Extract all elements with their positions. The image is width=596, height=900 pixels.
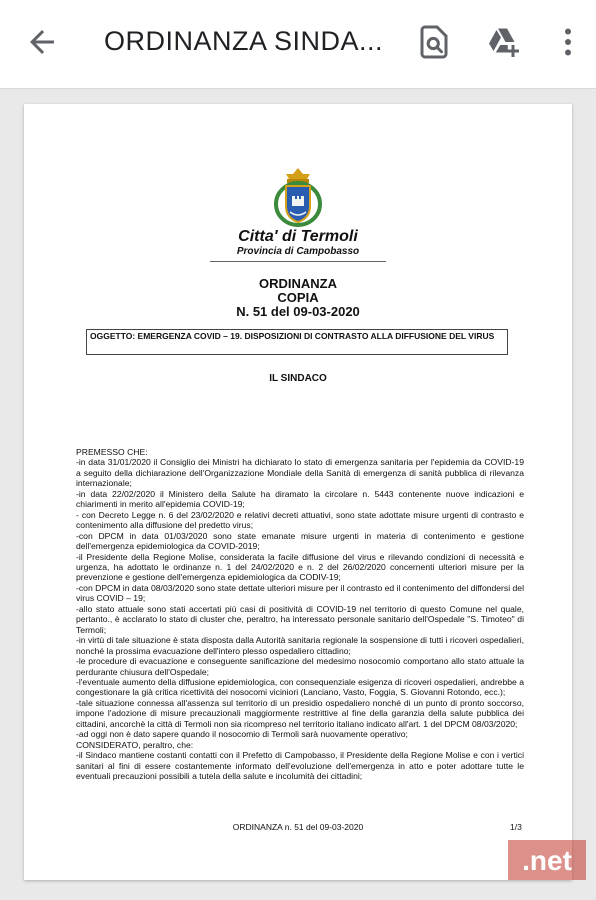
subject-box: OGGETTO: EMERGENZA COVID – 19. DISPOSIZIONI DI CONTRASTO ALLA DIFFUSIONE DEL VIRUS bbox=[86, 329, 508, 355]
body-paragraph: -il Presidente della Regione Molise, considerata la facile diffusione del virus e rilevando condizioni di necessità e urgenza, ha adottato le ordinanze n. 1 del 24/02/2020 e n. 2 del 26/02/2020 concernenti ulteriori misure per la prevenzione e gestione dell'emergenza epidemiologica da CODIV-19; bbox=[76, 551, 524, 583]
body-paragraph: -con DPCM in data 08/03/2020 sono state dettate ulteriori misure per il contrasto ed il contenimento del diffondersi del virus COVID – 19; bbox=[76, 582, 524, 604]
ordinance-copy-label: COPIA bbox=[277, 290, 319, 305]
body-paragraph: -l'eventuale aumento della diffusione epidemiologica, con consequenziale esigenza di ricoveri ospedalieri, andrebbe a congestionare la già critica ricettività dei nosocomi viciniori (Lanciano, Vasto, Foggia, S. Giovanni Rotondo, ecc.); bbox=[76, 676, 524, 698]
svg-text:.net: .net bbox=[522, 845, 572, 876]
page-number: 1/3 bbox=[510, 822, 522, 832]
document-search-icon[interactable] bbox=[416, 24, 452, 60]
body-paragraph: -il Sindaco mantiene costanti contatti con il Prefetto di Campobasso, il Presidente della Regione Molise e con i vertici sanitari al fini di essere costantemente informato dell'evoluzione dell'emergenza in atto e poter adottare tutte le eventuali precauzioni possibili a tutela della salute e incolumità dei cittadini; bbox=[76, 750, 524, 782]
arrow-back-icon[interactable] bbox=[24, 24, 60, 60]
body-paragraph: -allo stato attuale sono stati accertati più casi di positività di COVID-19 nel territorio di questo Comune nel quale, pertanto., è acclarato lo stato di cluster che, peraltro, ha interessato personale sanitario dell'Ospedale "S. Timoteo" di Termoli; bbox=[76, 603, 524, 635]
body-paragraph: -in virtù di tale situazione è stata disposta dalla Autorità sanitaria regionale la sospensione di tutti i ricoveri ospedalieri, nonché la prossima evacuazione dell'intero plesso ospedaliero cittadino; bbox=[76, 635, 524, 656]
body-paragraph: -con DPCM in data 01/03/2020 sono state emanate misure urgenti in materia di contenimento e gestione dell'emergenza epidemiologica da COVID-2019; bbox=[76, 530, 524, 552]
site-watermark-logo bbox=[508, 840, 586, 880]
body-paragraph: -in data 22/02/2020 il Ministero della Salute ha diramato la circolare n. 5443 contenente nuove indicazioni e chiarimenti in merito all'epidemia COVID-19; bbox=[76, 488, 524, 510]
city-name: Citta' di Termoli bbox=[238, 228, 358, 245]
body-paragraph: -le procedure di evacuazione e conseguente sanificazione del medesimo nosocomio comportano allo stato attuale la perdurante chiusura dell'Ospedale; bbox=[76, 656, 524, 677]
ordinance-number: N. 51 del 09-03-2020 bbox=[236, 304, 360, 319]
ordinance-heading: ORDINANZA bbox=[259, 276, 337, 291]
app-bar bbox=[0, 0, 596, 89]
city-crest-icon bbox=[272, 166, 324, 228]
body-paragraph: -tale situazione connessa all'assenza sul territorio di un presidio ospedaliero nonché di un punto di pronto soccorso, impone l'adozione di misure precauzionali maggiormente restrittive al fine della garanzia della salute pubblica dei cittadini, ancorchè la città di Termoli non sia ricompreso nel territorio italiano indicato all'art. 1 del DPCM 08/03/2020; bbox=[76, 697, 524, 729]
body-paragraph: - con Decreto Legge n. 6 del 23/02/2020 e relativi decreti attuativi, sono state adottate misure urgenti di contrasto e contenimento alla diffusione del predetto virus; bbox=[76, 509, 524, 531]
body-paragraph: PREMESSO CHE: bbox=[76, 447, 148, 457]
document-title: ORDINANZA SINDA... bbox=[104, 26, 384, 56]
body-paragraph: -ad oggi non è dato sapere quando il nosocomio di Termoli sarà nuovamente operativo; bbox=[76, 729, 408, 740]
document-body bbox=[76, 447, 524, 782]
header-divider bbox=[210, 261, 386, 262]
body-paragraph: CONSIDERATO, peraltro, che: bbox=[76, 739, 194, 750]
more-vert-icon[interactable] bbox=[550, 24, 586, 60]
body-paragraph: -in data 31/01/2020 il Consiglio dei Ministri ha dichiarato lo stato di emergenza sanitaria per l'epidemia da COVID-19 a seguito della dichiarazione dell'Organizzazione Mondiale della Sanità di emergenza di sanità pubblica di rilevanza internazionale; bbox=[76, 457, 524, 489]
province-name: Provincia di Campobasso bbox=[236, 246, 360, 257]
page-footer: ORDINANZA n. 51 del 09-03-2020 bbox=[232, 822, 364, 832]
document-page[interactable] bbox=[24, 104, 572, 880]
issuer-heading: IL SINDACO bbox=[269, 373, 327, 384]
add-to-drive-icon[interactable] bbox=[486, 24, 522, 60]
